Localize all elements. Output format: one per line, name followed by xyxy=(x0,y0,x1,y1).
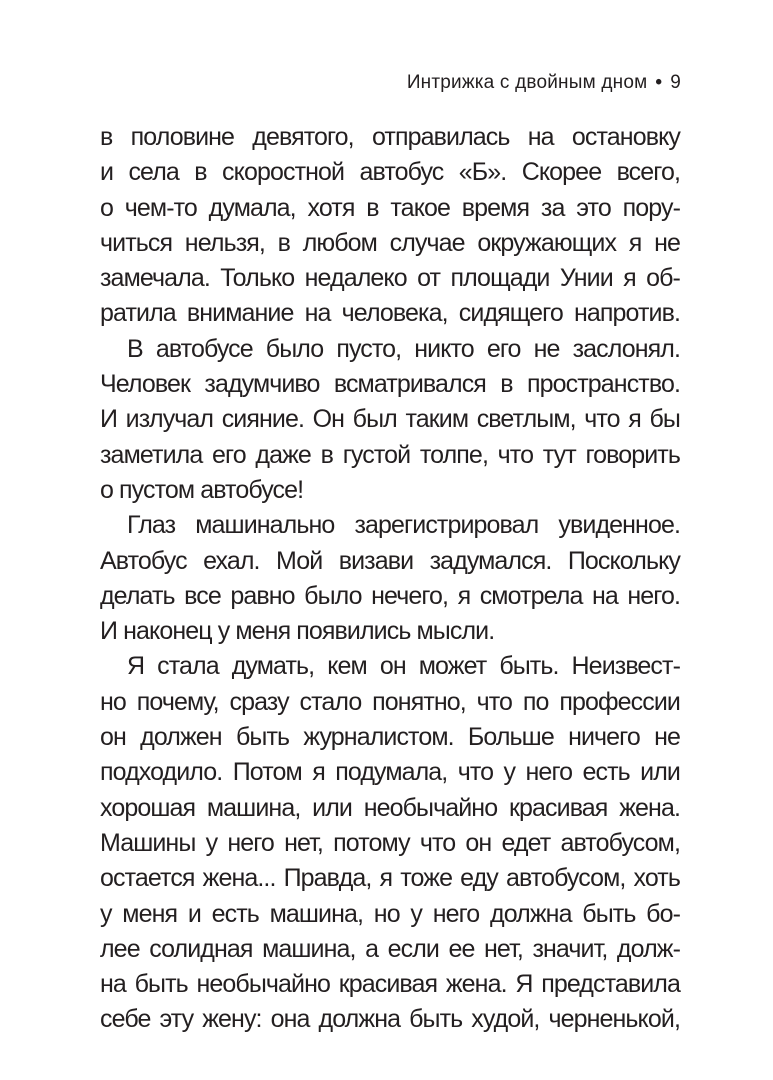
text-line: И наконец у меня появились мысли. xyxy=(100,617,495,646)
text-line: и села в скоростной автобус «Б». Скорее всего, xyxy=(100,158,680,187)
text-line: о пустом автобусе! xyxy=(100,475,304,504)
header-separator: • xyxy=(655,72,663,93)
text-line: Глаз машинально зарегистрировал увиденное. xyxy=(127,511,680,540)
text-line: на быть необычайно красивая жена. Я представила xyxy=(100,970,680,999)
text-line: Автобус ехал. Мой визави задумался. Поскольку xyxy=(100,546,680,575)
text-line: у меня и есть машина, но у него должна быть бо- xyxy=(100,899,680,928)
header-title: Интрижка с двойным дном xyxy=(406,72,648,93)
paragraph-1 xyxy=(100,120,680,332)
text-line: в половине девятого, отправилась на остановку xyxy=(100,123,680,151)
running-header xyxy=(407,72,681,94)
text-line: остается жена... Правда, я тоже еду автобусом, хоть xyxy=(100,864,680,893)
text-line: заметила его даже в густой толпе, что тут говорить xyxy=(100,440,680,469)
text-line: И излучал сияние. Он был таким светлым, что я бы xyxy=(100,405,680,434)
text-line: Машины у него нет, потому что он едет автобусом, xyxy=(100,828,680,857)
text-line: делать все равно было нечего, я смотрела на него. xyxy=(100,581,680,610)
text-line: Я стала думать, кем он может быть. Неизвест- xyxy=(127,652,680,681)
text-line: ратила внимание на человека, сидящего напротив. xyxy=(100,299,680,328)
page-number: 9 xyxy=(670,72,681,93)
text-line: о чем-то думала, хотя в такое время за это пору- xyxy=(100,193,680,222)
text-line: но почему, сразу стало понятно, что по профессии xyxy=(100,687,680,716)
text-line: он должен быть журналистом. Больше ничего не xyxy=(100,723,680,752)
body-text xyxy=(100,120,680,1038)
text-line: хорошая машина, или необычайно красивая жена. xyxy=(100,793,680,822)
paragraph-3 xyxy=(100,508,680,649)
text-line: читься нельзя, в любом случае окружающих я не xyxy=(100,228,680,257)
paragraph-2 xyxy=(100,332,680,508)
text-line: подходило. Потом я подумала, что у него есть или xyxy=(100,758,680,787)
text-line: В автобусе было пусто, никто его не заслонял. xyxy=(127,334,680,363)
text-line: лее солидная машина, а если ее нет, значит, долж- xyxy=(100,934,680,963)
text-line: себе эту жену: она должна быть худой, черненькой, xyxy=(100,1005,680,1034)
text-line: замечала. Только недалеко от площади Унии я об- xyxy=(100,264,680,293)
paragraph-4 xyxy=(100,649,680,1037)
text-line: Человек задумчиво всматривался в пространство. xyxy=(100,370,680,399)
